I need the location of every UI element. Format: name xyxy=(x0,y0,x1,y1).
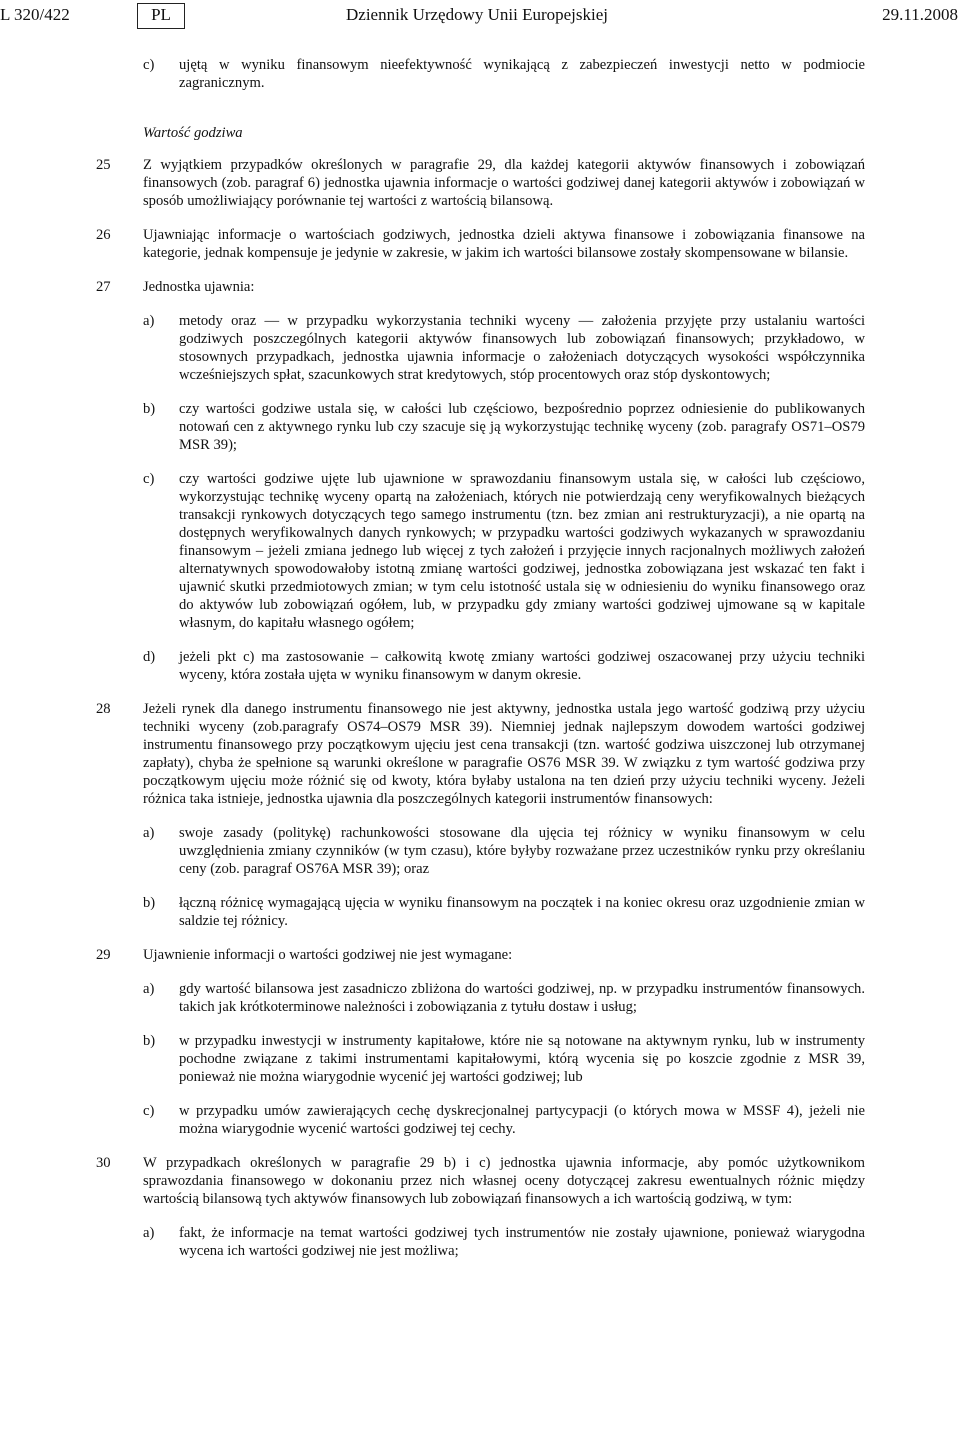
list-item-b xyxy=(0,1032,960,1086)
section-heading: Wartość godziwa xyxy=(143,125,243,141)
item-label: c) xyxy=(143,471,155,487)
item-text: czy wartości godziwe ustala się, w całości lub częściowo, bezpośrednio poprzez odniesienie do publikowanych notowań cen z aktywnego rynku lub czy szacuje się ją wykorzystując technikę wyceny (zob. paragrafy OS71–OS79 MSR 39); xyxy=(179,401,865,453)
item-text: metody oraz — w przypadku wykorzystania techniki wyceny — założenia przyjęte przy ustalaniu wartości godziwych poszczególnych kategorii aktywów finansowych lub zobowiązań finansowych; przykładowo, w stosownych przypadkach, jednostka ujawnia informacje o założeniach dotyczących wysokości współczynnika wcześniejszych spłat, szacunkowych strat kredytowych, stóp procentowych oraz stóp dyskontowych; xyxy=(179,313,865,383)
list-item-a xyxy=(0,312,960,384)
list-item-a xyxy=(0,824,960,878)
list-item-b xyxy=(0,894,960,930)
publication-date: 29.11.2008 xyxy=(882,5,958,24)
item-text: swoje zasady (politykę) rachunkowości stosowane dla ujęcia tej różnicy w wyniku finansowym w celu uwzględnienia zmiany czynników (w tym czasu), które byłyby rozważane przez uczestników rynku przy określaniu ceny (zob. paragraf OS76A MSR 39); oraz xyxy=(179,825,865,877)
list-item-c xyxy=(0,56,960,92)
page-header xyxy=(0,4,960,26)
list-item-c xyxy=(0,470,960,632)
list-item-d xyxy=(0,648,960,684)
item-text: ujętą w wyniku finansowym nieefektywność wynikającą z zabezpieczeń inwestycji netto w podmiocie zagranicznym. xyxy=(179,57,865,91)
list-item-b xyxy=(0,400,960,454)
paragraph-number: 26 xyxy=(96,227,111,243)
paragraph-28 xyxy=(0,700,960,808)
paragraph-27 xyxy=(0,278,960,296)
item-text: w przypadku inwestycji w instrumenty kapitałowe, które nie są notowane na aktywnym rynku, lub w instrumenty pochodne związane z takimi instrumentami kapitałowymi, którą wycenia się po koszcie zgodnie z MSR 39, ponieważ nie można wiarygodnie wycenić jej wartości godziwej; lub xyxy=(179,1033,865,1085)
paragraph-text: Z wyjątkiem przypadków określonych w paragrafie 29, dla każdej kategorii aktywów finansowych i zobowiązań finansowych (zob. paragraf 6) jednostka ujawnia informacje o wartości godziwej danej kategorii aktywów i zobowiązań w sposób umożliwiający porównanie tej wartości z wartością bilansową. xyxy=(143,157,865,209)
item-text: łączną różnicę wymagającą ujęcia w wyniku finansowym na początek i na koniec okresu oraz uzgodnienie zmian w saldzie tej różnicy. xyxy=(179,895,865,929)
item-text: czy wartości godziwe ujęte lub ujawnione w sprawozdaniu finansowym ustala się, w całości lub częściowo, wykorzystując technikę wyceny opartą na założeniach, których nie potwierdzają ceny weryfikowalnych bieżących transakcji rynkowych dotyczących tego samego instrumentu (tzn. bez zmian ani restrukturyzacji), a nie opartą na dostępnych weryfikowalnych danych rynkowych; w przypadku wartości godziwych wykazanych w sprawozdaniu finansowym – jeżeli zmiana jednego lub więcej z tych założeń i przyjęcie innych racjonalnych możliwych założeń alternatywnych spowodowałoby istotną zmianę wartości godziwej, jednostka zobowiązana jest wskazać ten fakt i ujawnić skutki przedmiotowych zmian; w tym celu istotność ustala się w odniesieniu do wyniku finansowego oraz do aktywów lub zobowiązań ogółem, lub, w przypadku gdy zmiany wartości godziwej ujmowane są w kapitale własnym, do kapitału własnego ogółem; xyxy=(179,471,865,631)
item-label: a) xyxy=(143,981,155,997)
page-number: L 320/422 xyxy=(0,5,70,24)
list-item-c xyxy=(0,1102,960,1138)
item-label: a) xyxy=(143,825,155,841)
list-item-a xyxy=(0,980,960,1016)
item-label: a) xyxy=(143,313,155,329)
paragraph-number: 28 xyxy=(96,701,111,717)
paragraph-25 xyxy=(0,156,960,210)
paragraph-26 xyxy=(0,226,960,262)
language-box: PL xyxy=(137,3,185,29)
item-label: a) xyxy=(143,1225,155,1241)
paragraph-number: 29 xyxy=(96,947,111,963)
paragraph-number: 27 xyxy=(96,279,111,295)
item-text: gdy wartość bilansowa jest zasadniczo zbliżona do wartości godziwej, np. w przypadku instrumentów finansowych. takich jak krótkoterminowe należności i zobowiązania z tytułu dostaw i usług; xyxy=(179,981,865,1015)
item-text: w przypadku umów zawierających cechę dyskrecjonalnej partycypacji (o których mowa w MSSF 4), jeżeli nie można wiarygodnie wycenić wartości godziwej tej cechy. xyxy=(179,1103,865,1137)
paragraph-text: W przypadkach określonych w paragrafie 29 b) i c) jednostka ujawnia informacje, aby pomóc użytkownikom sprawozdania finansowego w dokonaniu przez nich własnej oceny dotyczącej zakresu ewentualnych różnic między wartością bilansową tych aktywów finansowych lub zobowiązań finansowych a ich wartością godziwą, w tym: xyxy=(143,1155,865,1207)
item-label: b) xyxy=(143,1033,156,1049)
paragraph-text: Ujawniając informacje o wartościach godziwych, jednostka dzieli aktywa finansowe i zobowiązania finansowe na kategorie, jednak kompensuje je jedynie w zakresie, w jakim ich wartości bilansowe zostały skompensowane w bilansie. xyxy=(143,227,865,261)
paragraph-text: Ujawnienie informacji o wartości godziwej nie jest wymagane: xyxy=(143,947,513,963)
item-text: jeżeli pkt c) ma zastosowanie – całkowitą kwotę zmiany wartości godziwej oszacowanej przy użyciu techniki wyceny, która została ujęta w wyniku finansowym w danym okresie. xyxy=(179,649,865,683)
list-item-a xyxy=(0,1224,960,1260)
item-text: fakt, że informacje na temat wartości godziwej tych instrumentów nie zostały ujawnione, ponieważ wiarygodna wycena ich wartości godziwej nie jest możliwa; xyxy=(179,1225,865,1259)
item-label: b) xyxy=(143,401,156,417)
paragraph-30 xyxy=(0,1154,960,1208)
item-label: c) xyxy=(143,57,155,73)
paragraph-number: 30 xyxy=(96,1155,111,1171)
paragraph-text: Jeżeli rynek dla danego instrumentu finansowego nie jest aktywny, jednostka ustala jego wartość godziwą przy użyciu techniki wyceny (zob.paragrafy OS74–OS79 MSR 39). Niemniej jednak najlepszym dowodem wartości godziwej instrumentu finansowego przy początkowym ujęciu jest cena transakcji (tzn. wartość godziwa uiszczonej lub otrzymanej zapłaty), chyba że spełnione są warunki określone w paragrafie OS76 MSR 39. W związku z tym wartość godziwa przy początkowym ujęciu może różnić się od kwoty, która byłaby ustalona na ten dzień przy użyciu techniki wyceny. Jeżeli różnica taka istnieje, jednostka ujawnia dla poszczególnych kategorii instrumentów finansowych: xyxy=(143,701,865,807)
item-label: c) xyxy=(143,1103,155,1119)
paragraph-text: Jednostka ujawnia: xyxy=(143,279,255,295)
item-label: d) xyxy=(143,649,156,665)
document-body xyxy=(0,56,960,1260)
journal-title: Dziennik Urzędowy Unii Europejskiej xyxy=(346,5,609,24)
paragraph-29 xyxy=(0,946,960,964)
paragraph-number: 25 xyxy=(96,157,111,173)
item-label: b) xyxy=(143,895,156,911)
